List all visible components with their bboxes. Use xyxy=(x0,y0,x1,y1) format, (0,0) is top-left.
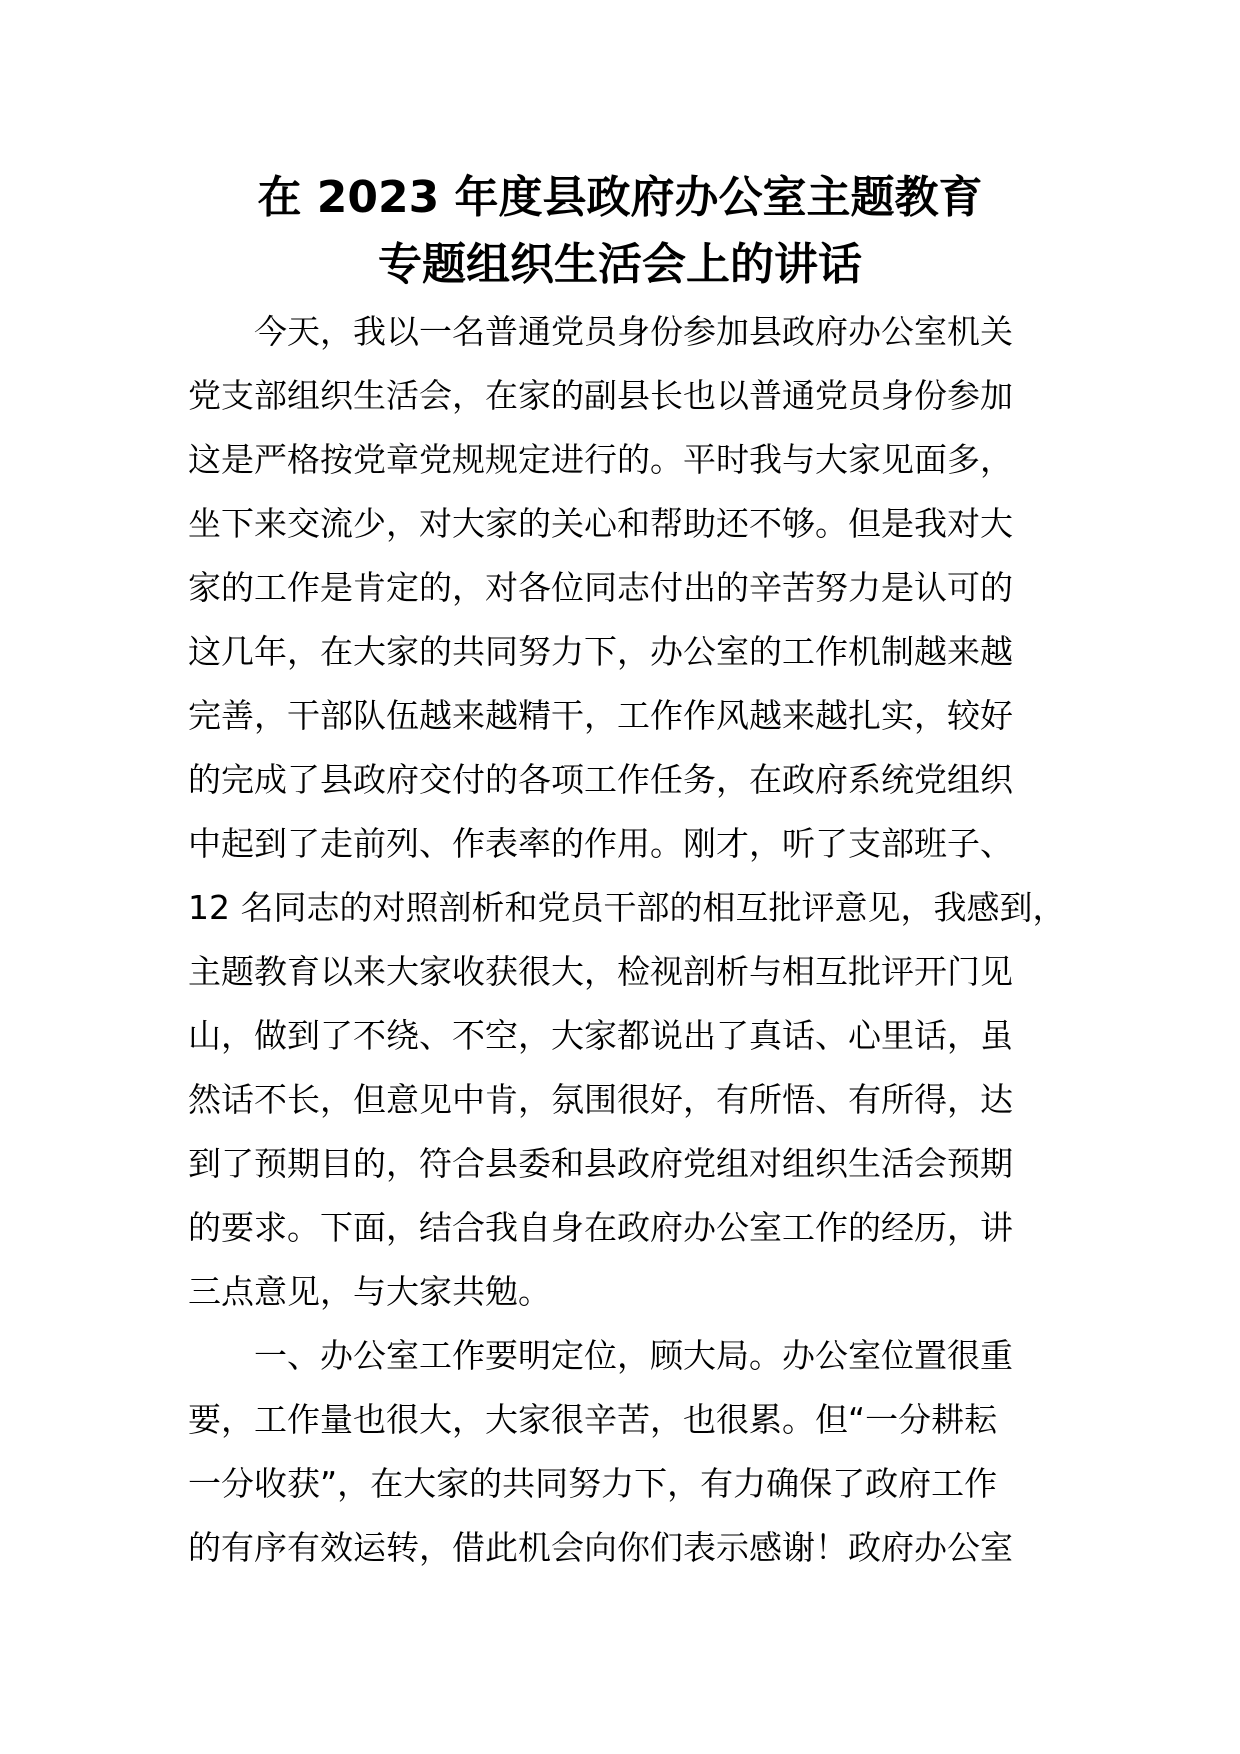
body-line-2: 党支部组织生活会，在家的副县长也以普通党员身份参加 xyxy=(188,376,1013,415)
body-line-13: 然话不长，但意见中肯，氛围很好，有所悟、有所得，达 xyxy=(188,1080,1013,1119)
body-line-11: 主题教育以来大家收获很大，检视剖析与相互批评开门见 xyxy=(188,952,1013,991)
body-line-18: 要，工作量也很大，大家很辛苦，也很累。但“一分耕耘 xyxy=(188,1400,998,1439)
body-line-6: 这几年，在大家的共同努力下，办公室的工作机制越来越 xyxy=(188,632,1013,671)
body-line-12: 山，做到了不绕、不空，大家都说出了真话、心里话，虽 xyxy=(188,1016,1013,1055)
body-line-17: 一、办公室工作要明定位，顾大局。办公室位置很重 xyxy=(254,1336,1013,1375)
body-line-15: 的要求。下面，结合我自身在政府办公室工作的经历，讲 xyxy=(188,1208,1013,1247)
body-line-9: 中起到了走前列、作表率的作用。刚才，听了支部班子、 xyxy=(188,824,1013,863)
body-line-5: 家的工作是肯定的，对各位同志付出的辛苦努力是认可的 xyxy=(188,568,1013,607)
document-title-line-2: 专题组织生活会上的讲话 xyxy=(378,239,862,290)
body-line-16: 三点意见，与大家共勉。 xyxy=(188,1272,551,1311)
body-line-20: 的有序有效运转，借此机会向你们表示感谢！政府办公室 xyxy=(188,1528,1013,1567)
body-line-4: 坐下来交流少，对大家的关心和帮助还不够。但是我对大 xyxy=(188,504,1013,543)
body-line-14: 到了预期目的，符合县委和县政府党组对组织生活会预期 xyxy=(188,1144,1013,1183)
document-body xyxy=(188,300,1066,1580)
body-line-3: 这是严格按党章党规规定进行的。平时我与大家见面多， xyxy=(188,440,1013,479)
body-line-19: 一分收获”，在大家的共同努力下，有力确保了政府工作 xyxy=(188,1464,998,1503)
body-line-7: 完善，干部队伍越来越精干，工作作风越来越扎实，较好 xyxy=(188,696,1013,735)
body-line-10: 12 名同志的对照剖析和党员干部的相互批评意见，我感到， xyxy=(188,888,1066,927)
document-title-line-1: 在 2023 年度县政府办公室主题教育 xyxy=(257,172,983,223)
body-line-1: 今天，我以一名普通党员身份参加县政府办公室机关 xyxy=(254,312,1013,351)
body-line-8: 的完成了县政府交付的各项工作任务，在政府系统党组织 xyxy=(188,760,1013,799)
